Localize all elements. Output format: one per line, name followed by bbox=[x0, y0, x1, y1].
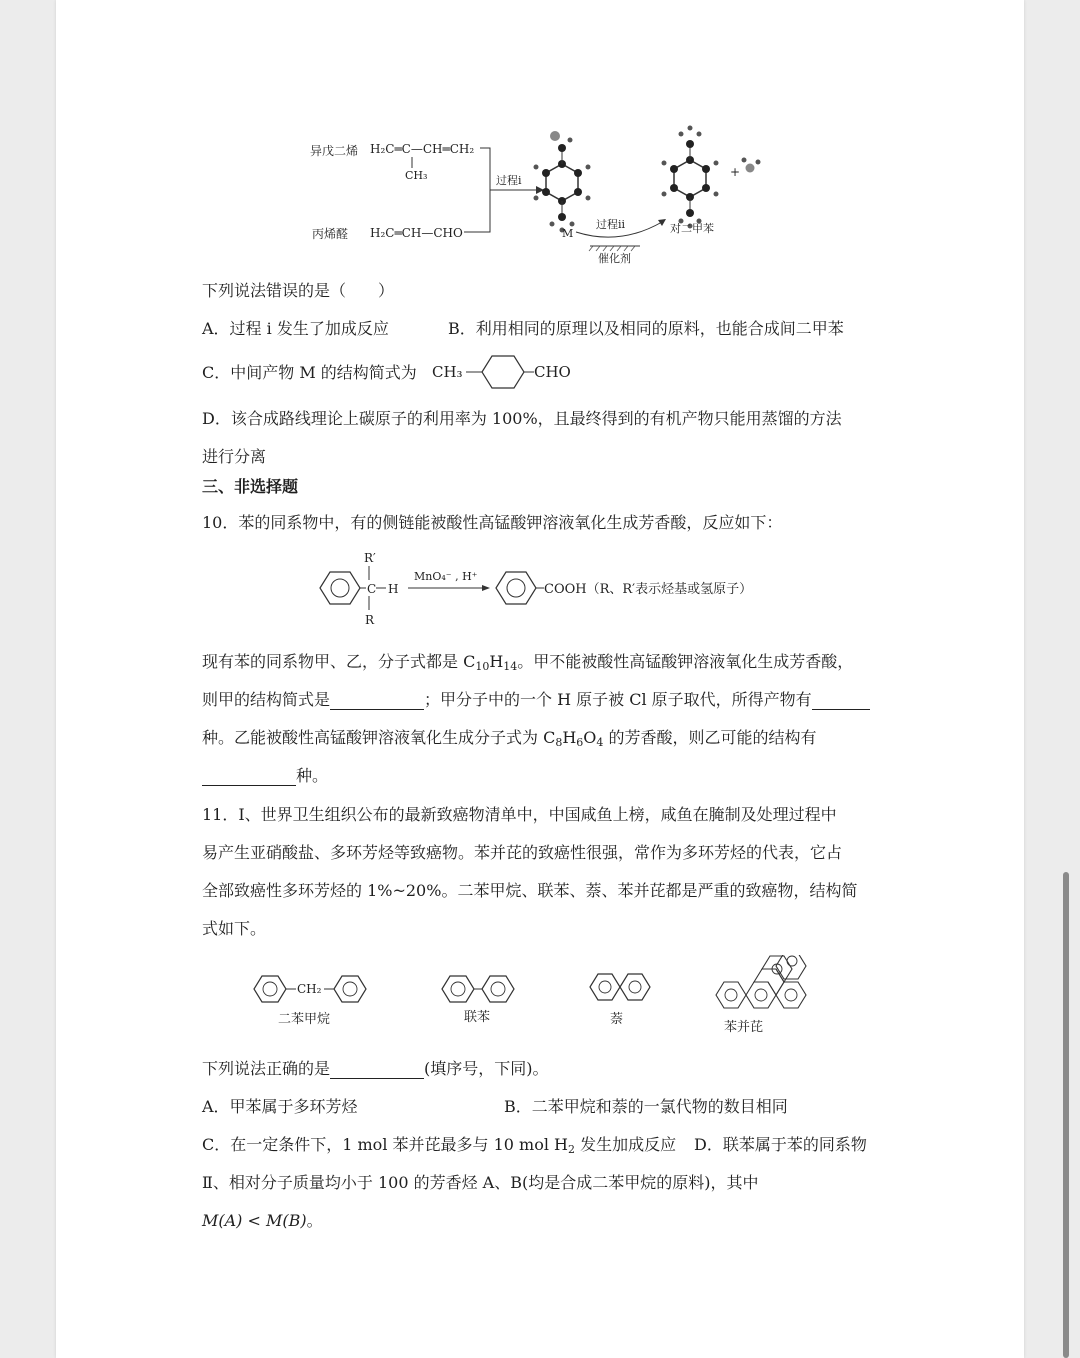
q11-stem bbox=[202, 1059, 549, 1079]
q11-part-ii: Ⅱ、相对分子质量均小于 100 的芳香烃 A、B(均是合成二苯甲烷的原料)，其中 bbox=[202, 1173, 759, 1192]
q11-line1: 11．Ⅰ、世界卫生组织公布的最新致癌物清单中，中国咸鱼上榜，咸鱼在腌制及处理过程中 bbox=[202, 805, 837, 824]
naphthalene-structure bbox=[590, 974, 650, 1000]
q11-option-d: D．联苯属于苯的同系物 bbox=[694, 1135, 867, 1154]
vertical-scrollbar[interactable] bbox=[1063, 872, 1069, 1358]
q11-c-sub: 2 bbox=[568, 1143, 576, 1156]
mass-expression-end: 。 bbox=[306, 1211, 323, 1230]
q10-l2-a: 则甲的结构简式是 bbox=[202, 690, 331, 709]
rxn-h: H bbox=[388, 582, 399, 596]
rxn-r-prime: R′ bbox=[364, 551, 376, 565]
q10-line4 bbox=[202, 766, 328, 786]
c-cho-text: CHO bbox=[534, 363, 571, 381]
q11-line4: 式如下。 bbox=[202, 919, 267, 938]
section-3-heading: 三、非选择题 bbox=[202, 477, 299, 496]
process-i-label: 过程i bbox=[496, 174, 522, 187]
q10-l1-sub2: 14 bbox=[503, 660, 518, 673]
answer-blank-structure[interactable] bbox=[330, 693, 424, 710]
c-ch3-text: CH₃ bbox=[432, 363, 463, 381]
q10-l3-b: H bbox=[562, 728, 577, 747]
q9-option-d-line2: 进行分离 bbox=[202, 447, 267, 466]
q11-stem-a: 下列说法正确的是 bbox=[202, 1059, 331, 1078]
answer-blank-isomer-count[interactable] bbox=[812, 693, 870, 710]
q10-l1-c: 。甲不能被酸性高锰酸钾溶液氧化生成芳香酸， bbox=[517, 652, 854, 671]
pah-structures bbox=[250, 955, 820, 1040]
rxn-r: R bbox=[365, 613, 375, 627]
q10-l3-s3: 4 bbox=[596, 736, 604, 749]
q10-l3-s1: 8 bbox=[555, 736, 563, 749]
q10-l3-c: O bbox=[583, 728, 597, 747]
acrolein-label: 丙烯醛 bbox=[312, 227, 349, 241]
acrolein-formula: H₂C═CH—CHO bbox=[370, 226, 463, 240]
rxn-reagent: MnO₄⁻ , H⁺ bbox=[414, 570, 478, 583]
rxn-product: COOH（R、R′表示烃基或氢原子） bbox=[544, 582, 753, 597]
rxn-c: C bbox=[367, 582, 377, 596]
q9-option-a: A．过程 i 发生了加成反应 bbox=[202, 319, 389, 338]
label-naphthalene: 萘 bbox=[610, 1012, 624, 1027]
q9-option-d-line1: D．该合成路线理论上碳原子的利用率为 100%，且最终得到的有机产物只能用蒸馏的方法 bbox=[202, 409, 842, 428]
q10-intro: 10．苯的同系物中，有的侧链能被酸性高锰酸钾溶液氧化生成芳香酸，反应如下： bbox=[202, 513, 783, 532]
q10-l4: 种。 bbox=[296, 766, 329, 785]
p-xylene-ball-stick bbox=[662, 126, 719, 229]
q11-option-c bbox=[202, 1135, 676, 1155]
q10-l3-a: 种。乙能被酸性高锰酸钾溶液氧化生成分子式为 C bbox=[202, 728, 556, 747]
q10-l1-a: 现有苯的同系物甲、乙，分子式都是 C bbox=[202, 652, 476, 671]
q11-option-a: A．甲苯属于多环芳烃 bbox=[202, 1097, 358, 1116]
isoprene-methyl: CH₃ bbox=[405, 169, 428, 182]
q11-c-a: C．在一定条件下，1 mol 苯并芘最多与 10 mol H bbox=[202, 1135, 569, 1154]
process-ii-label: 过程ii bbox=[596, 218, 626, 231]
p-xylene-label: 对二甲苯 bbox=[670, 222, 714, 235]
q11-c-b: 发生加成反应 bbox=[575, 1135, 677, 1154]
catalyst-label: 催化剂 bbox=[598, 252, 631, 265]
q10-line2 bbox=[202, 690, 870, 710]
biphenyl-structure bbox=[442, 976, 514, 1002]
isoprene-label: 异戊二烯 bbox=[310, 144, 359, 158]
q9-option-c-structure bbox=[430, 350, 580, 392]
synthesis-scheme bbox=[300, 120, 780, 270]
q9-stem: 下列说法错误的是（ ） bbox=[202, 281, 395, 300]
benzopyrene-structure bbox=[716, 955, 806, 1008]
q10-l1-b: H bbox=[489, 652, 504, 671]
q10-l3-s2: 6 bbox=[576, 736, 584, 749]
diphenylmethane-structure bbox=[254, 976, 366, 1002]
q10-line3 bbox=[202, 728, 817, 748]
q11-line3: 全部致癌性多环芳烃的 1%~20%。二苯甲烷、联苯、萘、苯并芘都是严重的致癌物，结构简 bbox=[202, 881, 858, 900]
q10-l1-sub1: 10 bbox=[475, 660, 490, 673]
q11-option-b: B．二苯甲烷和萘的一氯代物的数目相同 bbox=[504, 1097, 788, 1116]
label-biphenyl: 联苯 bbox=[464, 1010, 491, 1025]
answer-blank-structure-count[interactable] bbox=[202, 769, 296, 786]
plus-sign: + bbox=[730, 165, 741, 179]
q11-stem-b: (填序号，下同)。 bbox=[424, 1059, 549, 1078]
q10-l2-b: ；甲分子中的一个 H 原子被 Cl 原子取代，所得产物有 bbox=[424, 690, 812, 709]
label-diphenylmethane: 二苯甲烷 bbox=[278, 1012, 331, 1027]
label-benzopyrene: 苯并芘 bbox=[724, 1020, 764, 1035]
isoprene-formula: H₂C═C—CH═CH₂ bbox=[370, 142, 475, 156]
q10-l3-d: 的芳香酸，则乙可能的结构有 bbox=[603, 728, 817, 747]
q10-line1 bbox=[202, 652, 853, 672]
q11-line2: 易产生亚硝酸盐、多环芳烃等致癌物。苯并芘的致癌性很强，常作为多环芳烃的代表，它占 bbox=[202, 843, 843, 862]
m-label: M bbox=[562, 227, 574, 240]
molecule-m-ball-stick bbox=[534, 131, 591, 233]
oxidation-reaction-scheme bbox=[316, 546, 776, 630]
mass-expression: M(A) < M(B) bbox=[202, 1211, 307, 1230]
q9-option-b: B．利用相同的原理以及相同的原料，也能合成间二甲苯 bbox=[448, 319, 844, 338]
q11-mass-relation bbox=[202, 1211, 323, 1231]
q9-option-c: C．中间产物 M 的结构简式为 bbox=[202, 363, 417, 382]
ch2-text: CH₂ bbox=[297, 982, 322, 996]
water-molecule bbox=[742, 158, 761, 173]
answer-blank-correct-options[interactable] bbox=[330, 1062, 424, 1079]
